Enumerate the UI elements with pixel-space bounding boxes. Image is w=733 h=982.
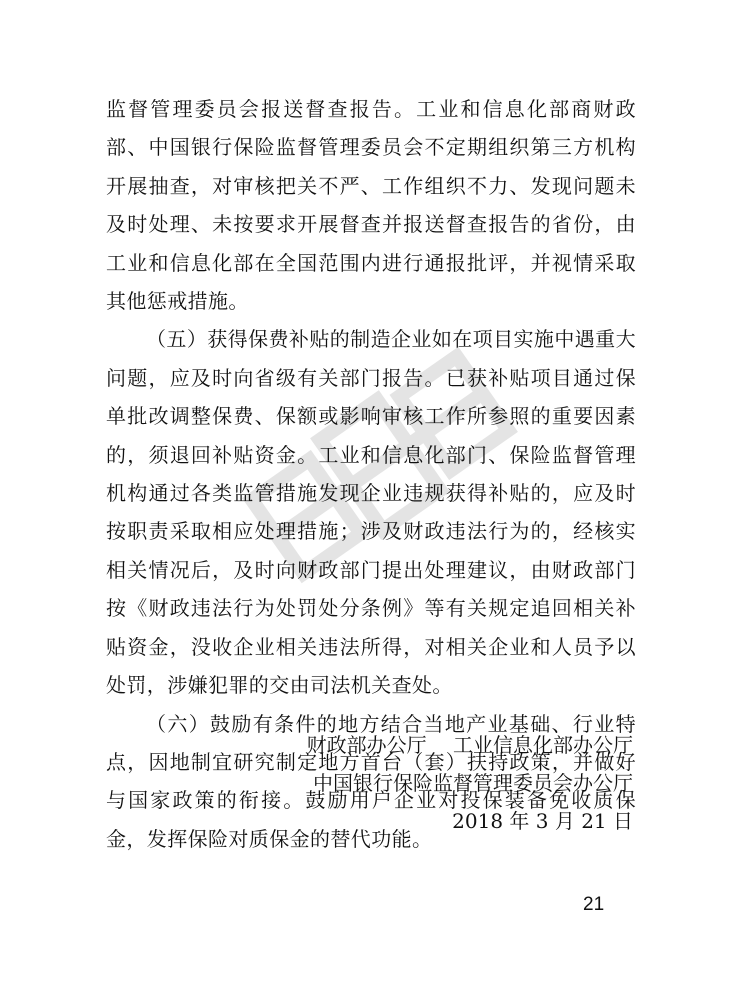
paragraph-item-6: （六）鼓励有条件的地方结合当地产业基础、行业特点，因地制宜研究制定地方首台（套）扶持政策，并做好与国家政策的衔接。鼓励用户企业对投保装备免收质保金，发挥保险对质保金的替代功能。 <box>106 711 636 851</box>
paragraph-continuation: 监督管理委员会报送督查报告。工业和信息化部商财政部、中国银行保险监督管理委员会不定期组织第三方机构开展抽查，对审核把关不严、工作组织不力、发现问题未及时处理、未按要求开展督查并报送督查报告的省份，由工业和信息化部在全国范围内进行通报批评，并视情采取其他惩戒措施。 <box>106 97 636 314</box>
paragraph-item-5: （五）获得保费补贴的制造企业如在项目实施中遇重大问题，应及时向省级有关部门报告。已获补贴项目通过保单批改调整保费、保额或影响审核工作所参照的重要因素的，须退回补贴资金。工业和信息化部门、保险监督管理机构通过各类监管措施发现企业违规获得补贴的，应及时按职责采取相应处理措施；涉及财政违法行为的，经核实相关情况后，及时向财政部门提出处理建议，由财政部门按《财政违法行为处罚处分条例》等有关规定追回相关补贴资金，没收企业相关违法所得，对相关企业和人员予以处罚，涉嫌犯罪的交由司法机关查处。 <box>106 327 636 698</box>
signature-date: 2018 年 3 月 21 日 <box>452 809 633 833</box>
signature-issuers-line-2: 中国银行保险监督管理委员会办公厅 <box>313 771 633 795</box>
signature-block <box>307 726 633 840</box>
signature-issuers-line-1: 财政部办公厅 工业信息化部办公厅 <box>306 733 633 757</box>
page-number: 21 <box>583 894 605 915</box>
